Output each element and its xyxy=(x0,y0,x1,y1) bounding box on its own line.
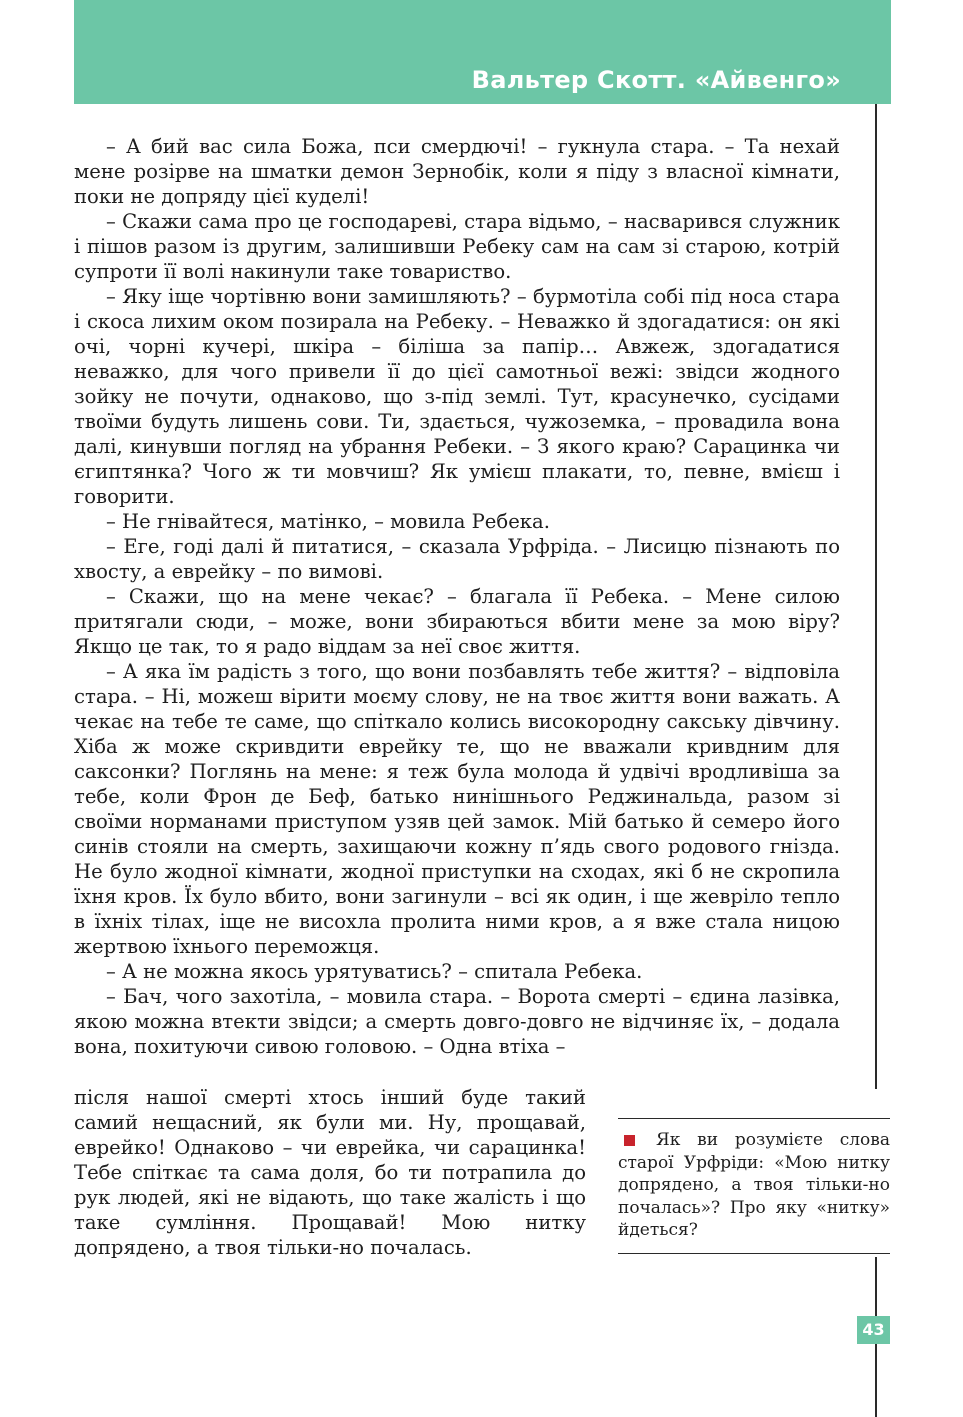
paragraph-continuation: після нашої смерті хтось інший буде такий самий нещасний, як були ми. Ну, прощавай, еврейко! Однаково – чи еврейка, чи сарацинка! Тебе спіткає та сама доля, бо ти потрапила до рук людей, які не відають, що таке жалість і що таке сумління. Прощавай! Мою нитку допрядено, а твоя тільки-но почалась. xyxy=(74,1086,586,1259)
paragraph: – А не можна якось урятуватись? – спитала Ребека. xyxy=(106,960,643,983)
paragraph: – Скажи, що на мене чекає? – благала її Ребека. – Мене силою притягали сюди, – може, вони збираються вбити мене за мою віру? Якщо це так, то я радо віддам за неї своє життя. xyxy=(74,585,840,658)
paragraph: – Яку іще чортівню вони замишляють? – бурмотіла собі під носа стара і скоса лихим оком позирала на Ребеку. – Неважко й здогадатися: он які очі, чорні кучері, шкіра – біліша за папір… Авжеж, здогадатися неважко, для чого привели її до цієї самотньої вежі: звідси жодного зойку не почути, однаково, що з-під землі. Тут, красунечко, сусідами твоїми будуть лишень сови. Ти, здається, чужоземка, – провадила вона далі, кинувши погляд на убрання Ребеки. – З якого краю? Сарацинка чи єгиптянка? Чого ж ти мовчиш? Як умієш плакати, то, певне, вмієш і говорити. xyxy=(74,285,840,508)
paragraph: – А бий вас сила Божа, пси смердючі! – гукнула стара. – Та нехай мене розірве на шматки демон Зернобік, коли я піду з власної кімнати, поки не допряду цієї куделі! xyxy=(74,135,840,208)
question-box xyxy=(618,1118,890,1254)
paragraph: – А яка їм радість з того, що вони позбавлять тебе життя? – відповіла стара. – Ні, можеш вірити моєму слову, не на твоє життя вони важать. А чекає на тебе те саме, що спіткало колись високородну сакську дівчину. Хіба ж може скривдити еврейку те, що не вважали кривдним для саксонки? Поглянь на мене: я теж була молода й удвічі вродливіша за тебе, коли Фрон де Беф, батько нинішнього Реджинальда, разом зі своїми норманами приступом узяв цей замок. Мій батько й семеро його синів стояли на смерть, захищаючи кожну п’ядь свого родового гнізда. Не було жодної кімнати, жодної приступки на сходах, які б не скропила їхня кров. Їх було вбито, вони загинули – всі як один, і ще жевріло тепло в їхніх тілах, іще не висохла пролита ними кров, а я вже стала ницою жертвою їхнього переможця. xyxy=(74,660,840,958)
margin-rule xyxy=(875,104,877,1089)
page-number-badge xyxy=(857,1316,890,1344)
paragraph: – Не гнівайтеся, матінко, – мовила Ребека. xyxy=(106,510,550,533)
paragraph: – Бач, чого захотіла, – мовила стара. – Ворота смерті – єдина лазівка, якою можна втекти звідси; а смерть довго-довго не відчиняє їх, – додала вона, похитуючи сивою головою. – Одна втіха – xyxy=(74,985,840,1058)
running-header-title: Вальтер Скотт. «Айвенго» xyxy=(471,66,841,94)
page-number: 43 xyxy=(862,1320,885,1339)
question-text: Як ви розумієте слова старої Урфріди: «Мою нитку допрядено, а твоя тільки-но почалась»? Про яку «нитку» йдеться? xyxy=(618,1130,890,1241)
main-text xyxy=(74,134,840,1059)
paragraph: – Еге, годі далі й питатися, – сказала Урфріда. – Лисицю пізнають по хвосту, а еврейку – по вимові. xyxy=(74,535,840,583)
paragraph: – Скажи сама про це господареві, стара відьмо, – насварився служник і пішов разом із другим, залишивши Ребеку сам на сам зі старою, котрій супроти її волі накинули таке товариство. xyxy=(74,210,840,283)
header-band xyxy=(74,0,891,104)
